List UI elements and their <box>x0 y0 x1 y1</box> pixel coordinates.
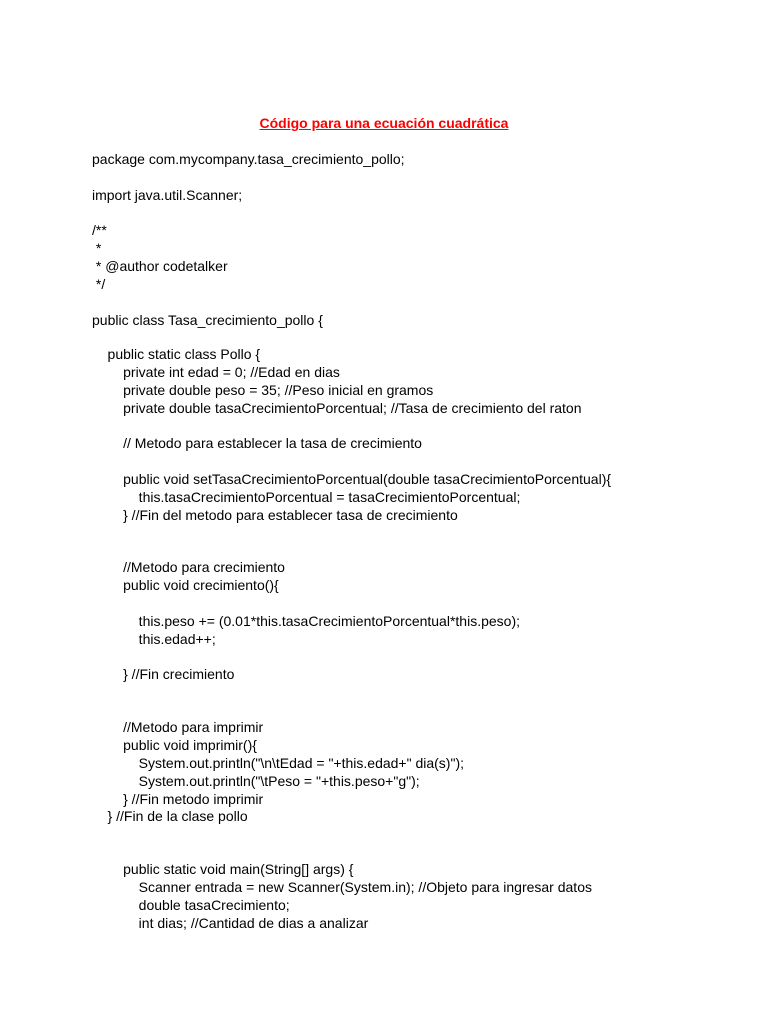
code-line: System.out.println("\n\tEdad = "+this.edad+" dia(s)"); <box>92 755 464 771</box>
code-line: //Metodo para crecimiento <box>92 559 285 575</box>
code-line: public void setTasaCrecimientoPorcentual(double tasaCrecimientoPorcentual){ <box>92 471 612 487</box>
code-line: private int edad = 0; //Edad en dias <box>92 364 340 380</box>
code-line: } //Fin crecimiento <box>92 666 235 682</box>
code-line: // Metodo para establecer la tasa de crecimiento <box>92 435 422 451</box>
code-line: * <box>92 240 102 256</box>
code-line: public static class Pollo { <box>92 346 261 362</box>
code-line: int dias; //Cantidad de dias a analizar <box>92 915 369 931</box>
code-line: this.peso += (0.01*this.tasaCrecimientoPorcentual*this.peso); <box>92 613 520 629</box>
code-line: public static void main(String[] args) { <box>92 861 354 877</box>
code-line: package com.mycompany.tasa_crecimiento_pollo; <box>92 151 405 167</box>
code-line: double tasaCrecimiento; <box>92 897 290 913</box>
code-line: System.out.println("\tPeso = "+this.peso+"g"); <box>92 773 420 789</box>
code-line: private double peso = 35; //Peso inicial en gramos <box>92 382 434 398</box>
code-line: */ <box>92 276 106 292</box>
document-title: Código para una ecuación cuadrática <box>259 115 509 131</box>
code-line: public class Tasa_crecimiento_pollo { <box>92 312 323 328</box>
code-line: this.tasaCrecimientoPorcentual = tasaCrecimientoPorcentual; <box>92 489 521 505</box>
code-line: public void crecimiento(){ <box>92 577 279 593</box>
code-line: this.edad++; <box>92 631 216 647</box>
code-line: private double tasaCrecimientoPorcentual; //Tasa de crecimiento del raton <box>92 400 582 416</box>
code-line: } //Fin metodo imprimir <box>92 791 264 807</box>
code-line: * @author codetalker <box>92 258 228 274</box>
code-line: //Metodo para imprimir <box>92 719 264 735</box>
code-line: } //Fin de la clase pollo <box>92 808 248 824</box>
code-line: Scanner entrada = new Scanner(System.in); //Objeto para ingresar datos <box>92 879 592 895</box>
code-line: } //Fin del metodo para establecer tasa de crecimiento <box>92 507 458 523</box>
code-line: /** <box>92 222 107 238</box>
code-line: public void imprimir(){ <box>92 737 257 753</box>
code-line: import java.util.Scanner; <box>92 187 243 203</box>
